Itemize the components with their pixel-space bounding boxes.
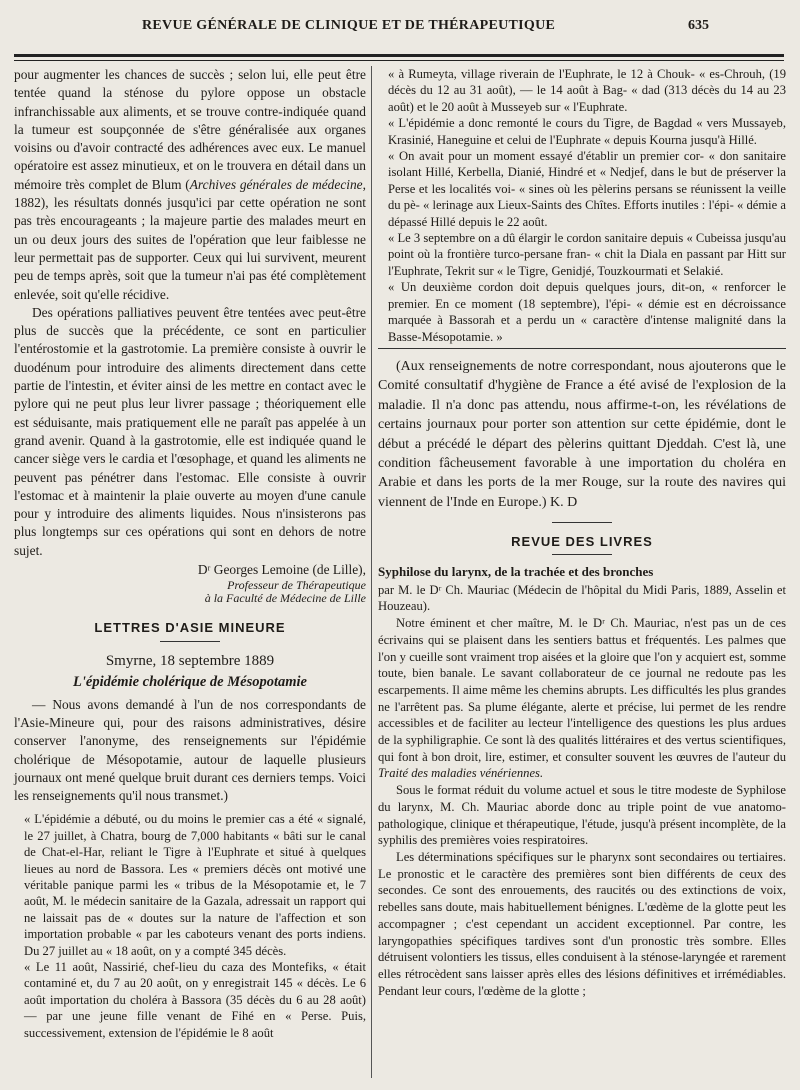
editor-note: (Aux renseignements de notre correspondant, nous ajouterons que le Comité consultatif d'hygiène de France a été avisé de l'explosion de la maladie. Il n'a donc pas attendu, nous affirme-t-on, les révélations de certains journaux pour porter son attention sur cette épidémie, dont le début a précédé le départ des pèlerins quittant Djeddah. C'est là, une condition fâcheusement favorable à une importation du choléra en Arabie et dans les ports de la mer Rouge, sur la route des navires qui viennent de l'Inde en Europe.) K. D	[378, 358, 786, 510]
header-rule-thin	[14, 60, 784, 61]
book-reference: par M. le Dʳ Ch. Mauriac (Médecin de l'hôpital du Midi Paris, 1889, Asselin et Houzeau).	[378, 582, 786, 614]
right-column	[378, 66, 786, 999]
author-affiliation: Professeur de Thérapeutique	[227, 578, 366, 593]
article-title: L'épidémie cholérique de Mésopotamie	[73, 673, 307, 690]
running-title: REVUE GÉNÉRALE DE CLINIQUE ET DE THÉRAPEUTIQUE	[142, 18, 556, 33]
review-body	[378, 615, 786, 999]
page-header	[0, 16, 800, 38]
quoted-report	[14, 811, 366, 1041]
paragraph: pour augmenter les chances de succès ; selon lui, elle peut être tentée quand la sténose du pylore oppose un obstacle infranchissable aux aliments, et se trouve contre-indiquée quand la tumeur est soupçonnée de s'être généralisée aux organes voisins ou d'avoir contracté des adhérences avec eux. Le manuel opératoire est assez minutieux, et on le trouvera en détail dans un mémoire très complet de Blum (Archives générales de médecine, 1882), les résultats donnés jusqu'ici par cette opération ne sont pas très encourageants ; la majeure partie des malades meurt en un ou deux jours des suites de l'opération que leur faiblesse ne leur permettait pas de supporter. Ceux qui lui survivent, meurent peu de temps après, soit que la tumeur n'ai pas été complètement enlevée, soit qu'elle récidive.	[14, 67, 366, 302]
left-column	[14, 66, 366, 1041]
quote-paragraph: « Le 11 août, Nassirié, chef-lieu du caza des Montefiks, « était contaminé et, du 7 au 20 août, on y enregistrait 145 « décès. Le 6 août importation du choléra à Bassora (35 décès du 6 au 28 août) — par une jeune fille venant de Fihé en « Perse. Puis, successivement, extension de l'épidémie le 8 août	[24, 960, 366, 1040]
section-heading: LETTRES D'ASIE MINEURE	[94, 620, 286, 636]
header-rule	[14, 54, 784, 57]
column-divider	[371, 66, 372, 1078]
quote-paragraph: « Le 3 septembre on a dû élargir le cordon sanitaire depuis « Cubeissa jusqu'au point où la frontière turco-persane fran- « chit la Diala en passant par Hitt sur l'Euphrate, Tekrit sur « le Tigre, Genidjé, Touzkourmati et Selakié.	[388, 231, 786, 278]
section-heading: REVUE DES LIVRES	[511, 534, 653, 550]
quote-paragraph: « L'épidémie a débuté, ou du moins le premier cas a été « signalé, le 27 juillet, à Chatra, bourg de 7,000 habitants « bâti sur le canal de Chat-el-Har, reliant le Tigre à l'Euphrate et situé à quelques lieues au nord de Bassora. Les « premiers décès ont motivé une véritable panique parmi les « tribus de la Mésopotamie et, le 7 août, M. le médecin sanitaire de la Gazala, adressait un rapport qui ne laissait pas de « doutes sur la nature de l'affection et son importation probable « par les caboteurs venant des ports indiens. Du 27 juillet au « 18 août, on y a compté 345 décès.	[24, 812, 366, 958]
quote-paragraph: « Un deuxième cordon doit depuis quelques jours, dit-on, « renforcer le premier. En ce moment (18 septembre), l'épi- « démie est en décroissance marquée à Bassorah et a perdu un « caractère d'intense malignité dans la Basse-Mésopotamie. »	[388, 280, 786, 344]
dateline: Smyrne, 18 septembre 1889	[105, 652, 275, 669]
section-rule	[160, 641, 220, 642]
author-signature: Dʳ Georges Lemoine (de Lille),	[197, 562, 366, 578]
quote-paragraph: « L'épidémie a donc remonté le cours du Tigre, de Bagdad « vers Mussayeb, Krasinié, Haneguine et celui de l'Euphrate « depuis Kourna jusqu'à Hillé.	[388, 116, 786, 147]
separator	[552, 522, 612, 523]
quote-paragraph: « On avait pour un moment essayé d'établir un premier cor- « don sanitaire isolant Hillé, Kerbella, Dianié, Hindré et « Nedjef, dans le but de préserver la Perse et les localités voi- « sines où les pèlerins persans se réunissent la veille du pè- « lerinage aux Lieux-Saints des Chîtes. Efforts inutiles : l'épi- « démie a dépassé Hillé depuis le 22 août.	[388, 149, 786, 229]
paragraph: Sous le format réduit du volume actuel et sous le titre modeste de Syphilose du larynx, M. Ch. Mauriac aborde donc au triple point de vue anatomo-pathologique, clinique et thérapeutique, l'étude, jusqu'à présent incomplète, de la syphilis des premières voies respiratoires.	[378, 783, 786, 848]
quoted-report	[378, 66, 786, 345]
separator	[378, 348, 786, 349]
paragraph: Notre éminent et cher maître, M. le Dʳ Ch. Mauriac, n'est pas un de ces écrivains qui se plaisent dans les sentiers battus et fréquentés. Les palmes que l'on y cueille sont vraiment trop aisées et la gloire que l'on y acquiert est, somme toute, bien banale. Le savant collaborateur de ce journal ne redoute pas les escarpements. Il aime même les chemins abrupts. Les difficultés les plus grandes ne l'arrêtent pas. Sa plume élégante, alerte et précise, lui permet de les rendre accessibles et de faciliter au lecteur l'intelligence des questions les plus ardues de la syphiligraphie. Ce sont là des qualités littéraires et des vertus scientifiques, qui font à bon droit, lire, estimer, et consulter souvent les œuvres de l'auteur du Traité des maladies vénériennes.	[378, 616, 786, 781]
book-title: Syphilose du larynx, de la trachée et des bronches	[378, 564, 654, 580]
section-rule	[552, 554, 612, 555]
paragraph: Des opérations palliatives peuvent être tentées avec peut-être plus de succès que la précédente, ce sont en particulier l'entérostomie et la gastrotomie. La première consiste à ouvrir le duodénum pour introduire des aliments directement dans cette partie de l'intestin, et éviter ainsi de les mettre en contact avec le pylore qui ne peut plus leur livrer passage ; théoriquement elle est séduisante, mais pratiquement elle ne paraît pas appelée à un grand avenir. Quand à la gastrotomie, elle est indiquée quand le cancer siège vers le cardia et l'œsophage, et quand les aliments ne peuvent pas pénétrer dans l'estomac. Elle consiste à ouvrir l'estomac et à maintenir la plaie ouverte au moyen d'une canule pour y introduire des aliments liquides. Nous n'insisterons pas plus longtemps sur ces opérations qui sont en dehors de notre sujet.	[14, 304, 366, 558]
page-number: 635	[688, 18, 709, 33]
paragraph: Les déterminations spécifiques sur le pharynx sont secondaires ou tertiaires. Le pronostic et le caractère des premières sont bien différents de ceux des secondes. Ce sont des enrouements, des raucités ou des extinctions de voix, rebelles sans doute, mais habituellement bénignes. L'œdème de la glotte peut les accompagner ; c'est cependant un accident exceptionnel. Par contre, les laryngopathies spécifiques tardives sont d'un pronostic très sombre. Elles détruisent volontiers les tissus, elles conduisent à la sténose-laryngée et rarement elles rétrocèdent sans laisser après elles des lésions définitives et irrémédiables. Pendant leur cours, l'œdème de la glotte ;	[378, 850, 786, 998]
author-affiliation: à la Faculté de Médecine de Lille	[204, 591, 366, 606]
quote-paragraph: « à Rumeyta, village riverain de l'Euphrate, le 12 à Chouk- « es-Chrouh, (19 décès du 12 au 31 août), — le 14 août à Bag- « dad (313 décès du 14 au 23 août) et le 20 août à Musseyeb sur « l'Euphrate.	[388, 67, 786, 114]
paragraph: — Nous avons demandé à l'un de nos correspondants de l'Asie-Mineure qui, pour des raisons administratives, désire conserver l'anonyme, des renseignements sur l'épidémie cholérique de Mésopotamie, autour de laquelle plusieurs journaux ont mené quelque bruit durant ces derniers temps. Voici les renseignements qu'il nous transmet.)	[14, 696, 366, 804]
